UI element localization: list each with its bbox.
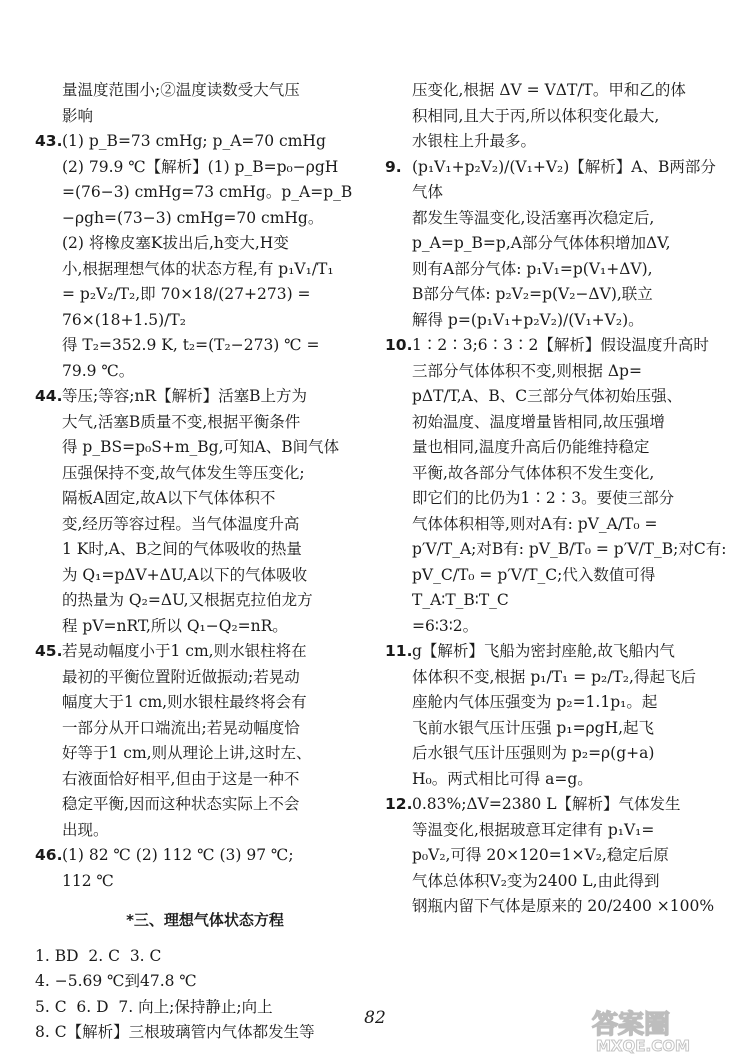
text-line: 变,经历等容过程。当气体温度升高 [62,514,300,533]
question-number: 12. [385,795,413,813]
text-line: (1) p_B=73 cmHg; p_A=70 cmHg [62,132,326,150]
text-line: 等压;等容;nR【解析】活塞B上方为 [62,387,307,405]
text-line: 得 T₂=352.9 K, t₂=(T₂−273) ℃ = [62,336,320,354]
question-number: 43. [35,132,63,150]
text-line: (2) 将橡皮塞K拔出后,h变大,H变 [62,234,289,252]
text-line: H₀。两式相比可得 a=g。 [412,769,593,788]
text-line: 则有A部分气体: p₁V₁=p(V₁+ΔV), [412,259,653,278]
text-line: 钢瓶内留下气体是原来的 20/2400 ×100% [412,897,715,915]
text-line: 的热量为 Q₂=ΔU,又根据克拉伯龙方 [62,591,313,609]
svg-text:答案圈: 答案圈 [592,1010,671,1040]
text-line: 平衡,故各部分气体体积不发生变化, [412,463,655,482]
text-line: 5. C 6. D 7. 向上;保持静止;向上 [35,997,273,1016]
text-line: 飞前水银气压计压强 p₁=ρgH,起飞 [412,718,655,737]
text-line: 小,根据理想气体的状态方程,有 p₁V₁/T₁ [62,259,334,278]
left-column [35,78,375,1046]
text-line: 水银柱上升最多。 [412,132,537,150]
text-line: 气体总体积V₂变为2400 L,由此得到 [412,871,660,890]
text-line: 1. BD 2. C 3. C [35,946,162,965]
answer-46 [35,843,375,894]
text-line: 积相同,且大于丙,所以体积变化最大, [412,106,660,125]
text-line: 大气,活塞B质量不变,根据平衡条件 [62,412,301,431]
text-line: 程 pV=nRT,所以 Q₁−Q₂=nR。 [62,616,288,635]
text-line: 最初的平衡位置附近做振动;若晃动 [62,667,300,686]
text-line: 影响 [62,106,94,125]
text-line: (1) 82 ℃ (2) 112 ℃ (3) 97 ℃; [62,846,294,864]
question-number: 9. [385,157,402,176]
question-number: 45. [35,642,63,660]
text-line: 8. C【解析】三根玻璃管内气体都发生等 [35,1023,315,1041]
answer-44 [35,384,375,639]
text-line: 隔板A固定,故A以下气体体积不 [62,489,276,507]
text-line: 0.83%;ΔV=2380 L【解析】气体发生 [412,795,681,813]
question-number: 46. [35,846,63,864]
text-line: 稳定平衡,因而这种状态实际上不会 [62,795,300,813]
question-number: 10. [385,336,413,354]
text-line: 等温变化,根据玻意耳定律有 p₁V₁= [412,820,655,839]
answer-10 [385,333,730,639]
text-line: 气体体积相等,则对A有: pV_A/T₀ = [412,514,658,533]
text-line: 1∶2∶3;6∶3∶2【解析】假设温度升高时 [412,336,709,354]
text-line: =(76−3) cmHg=73 cmHg。p_A=p_B [62,183,353,201]
text-line: = p₂V₂/T₂,即 70×18/(27+273) = 76×(18+1.5)/T₂ [62,285,316,329]
text-line: pV_C/T₀ = p′V/T_C;代入数值可得 T_A∶T_B∶T_C [412,565,661,609]
text-line: p_A=p_B=p,A部分气体体积增加ΔV, [412,234,671,252]
svg-text:MXQE.COM: MXQE.COM [596,1037,690,1055]
text-line: 幅度大于1 cm,则水银柱最终将会有 [62,693,307,711]
text-line: 量也相同,温度升高后仍能维持稳定 [412,438,650,456]
section-heading: *三、理想气体状态方程 [126,911,284,929]
text-line: 79.9 ℃。 [62,361,135,380]
text-line: B部分气体: p₂V₂=p(V₂−ΔV),联立 [412,285,653,303]
text-line: 一部分从开口端流出;若晃动幅度恰 [62,718,300,737]
question-number: 11. [385,642,413,660]
text-line: 量温度范围小;②温度读数受大气压 [62,81,300,99]
answer-45 [35,639,375,843]
text-line: 压变化,根据 ΔV = VΔT/T。甲和乙的体 [412,81,686,99]
answer-43 [35,129,375,384]
text-line: 出现。 [62,820,109,839]
text-line: 解得 p=(p₁V₁+p₂V₂)/(V₁+V₂)。 [412,310,644,329]
text-line: 112 ℃ [62,871,114,890]
text-line: (p₁V₁+p₂V₂)/(V₁+V₂)【解析】A、B两部分气体 [412,157,716,201]
text-line: 压强保持不变,故气体发生等压变化; [62,463,305,482]
answer-9 [385,155,730,334]
text-line: p₀V₂,可得 20×120=1×V₂,稳定后原 [412,846,669,864]
continuation-text [385,78,730,155]
text-line: 4. −5.69 ℃到47.8 ℃ [35,972,197,990]
text-line: 右液面恰好相平,但由于这是一种不 [62,769,300,788]
text-line: 好等于1 cm,则从理论上讲,这时左、 [62,744,312,762]
text-line: 体体积不变,根据 p₁/T₁ = p₂/T₂,得起飞后 [412,667,696,686]
text-line: 三部分气体体积不变,则根据 Δp= [412,361,642,380]
text-line: 都发生等温变化,设活塞再次稳定后, [412,208,655,227]
text-line: 为 Q₁=pΔV+ΔU,A以下的气体吸收 [62,565,308,584]
text-line: 初始温度、温度增量皆相同,故压强增 [412,412,665,431]
text-line: 即它们的比仍为1∶2∶3。要使三部分 [412,489,675,507]
text-line: −ρgh=(73−3) cmHg=70 cmHg。 [62,208,324,227]
page-number: 82 [364,1008,386,1028]
text-line: =6∶3∶2。 [412,616,479,635]
short-answers [35,944,375,1046]
right-column [385,78,730,920]
watermark-logo [586,1003,736,1055]
answer-12 [385,792,730,920]
continuation-text [35,78,375,129]
answer-11 [385,639,730,792]
text-line: pΔT/T,A、B、C三部分气体初始压强、 [412,387,683,405]
text-line: 若晃动幅度小于1 cm,则水银柱将在 [62,642,307,660]
text-line: 1 K时,A、B之间的气体吸收的热量 [62,540,302,558]
text-line: 得 p_BS=p₀S+m_Bg,可知A、B间气体 [62,438,340,456]
text-line: (2) 79.9 ℃【解析】(1) p_B=p₀−ρgH [62,157,339,176]
text-line: g【解析】飞船为密封座舱,故飞船内气 [412,642,675,660]
text-line: 后水银气压计压强则为 p₂=ρ(g+a) [412,744,655,762]
text-line: 座舱内气体压强变为 p₂=1.1p₁。起 [412,693,658,711]
text-line: p′V/T_A;对B有: pV_B/T₀ = p′V/T_B;对C有: [412,540,727,558]
question-number: 44. [35,387,63,405]
